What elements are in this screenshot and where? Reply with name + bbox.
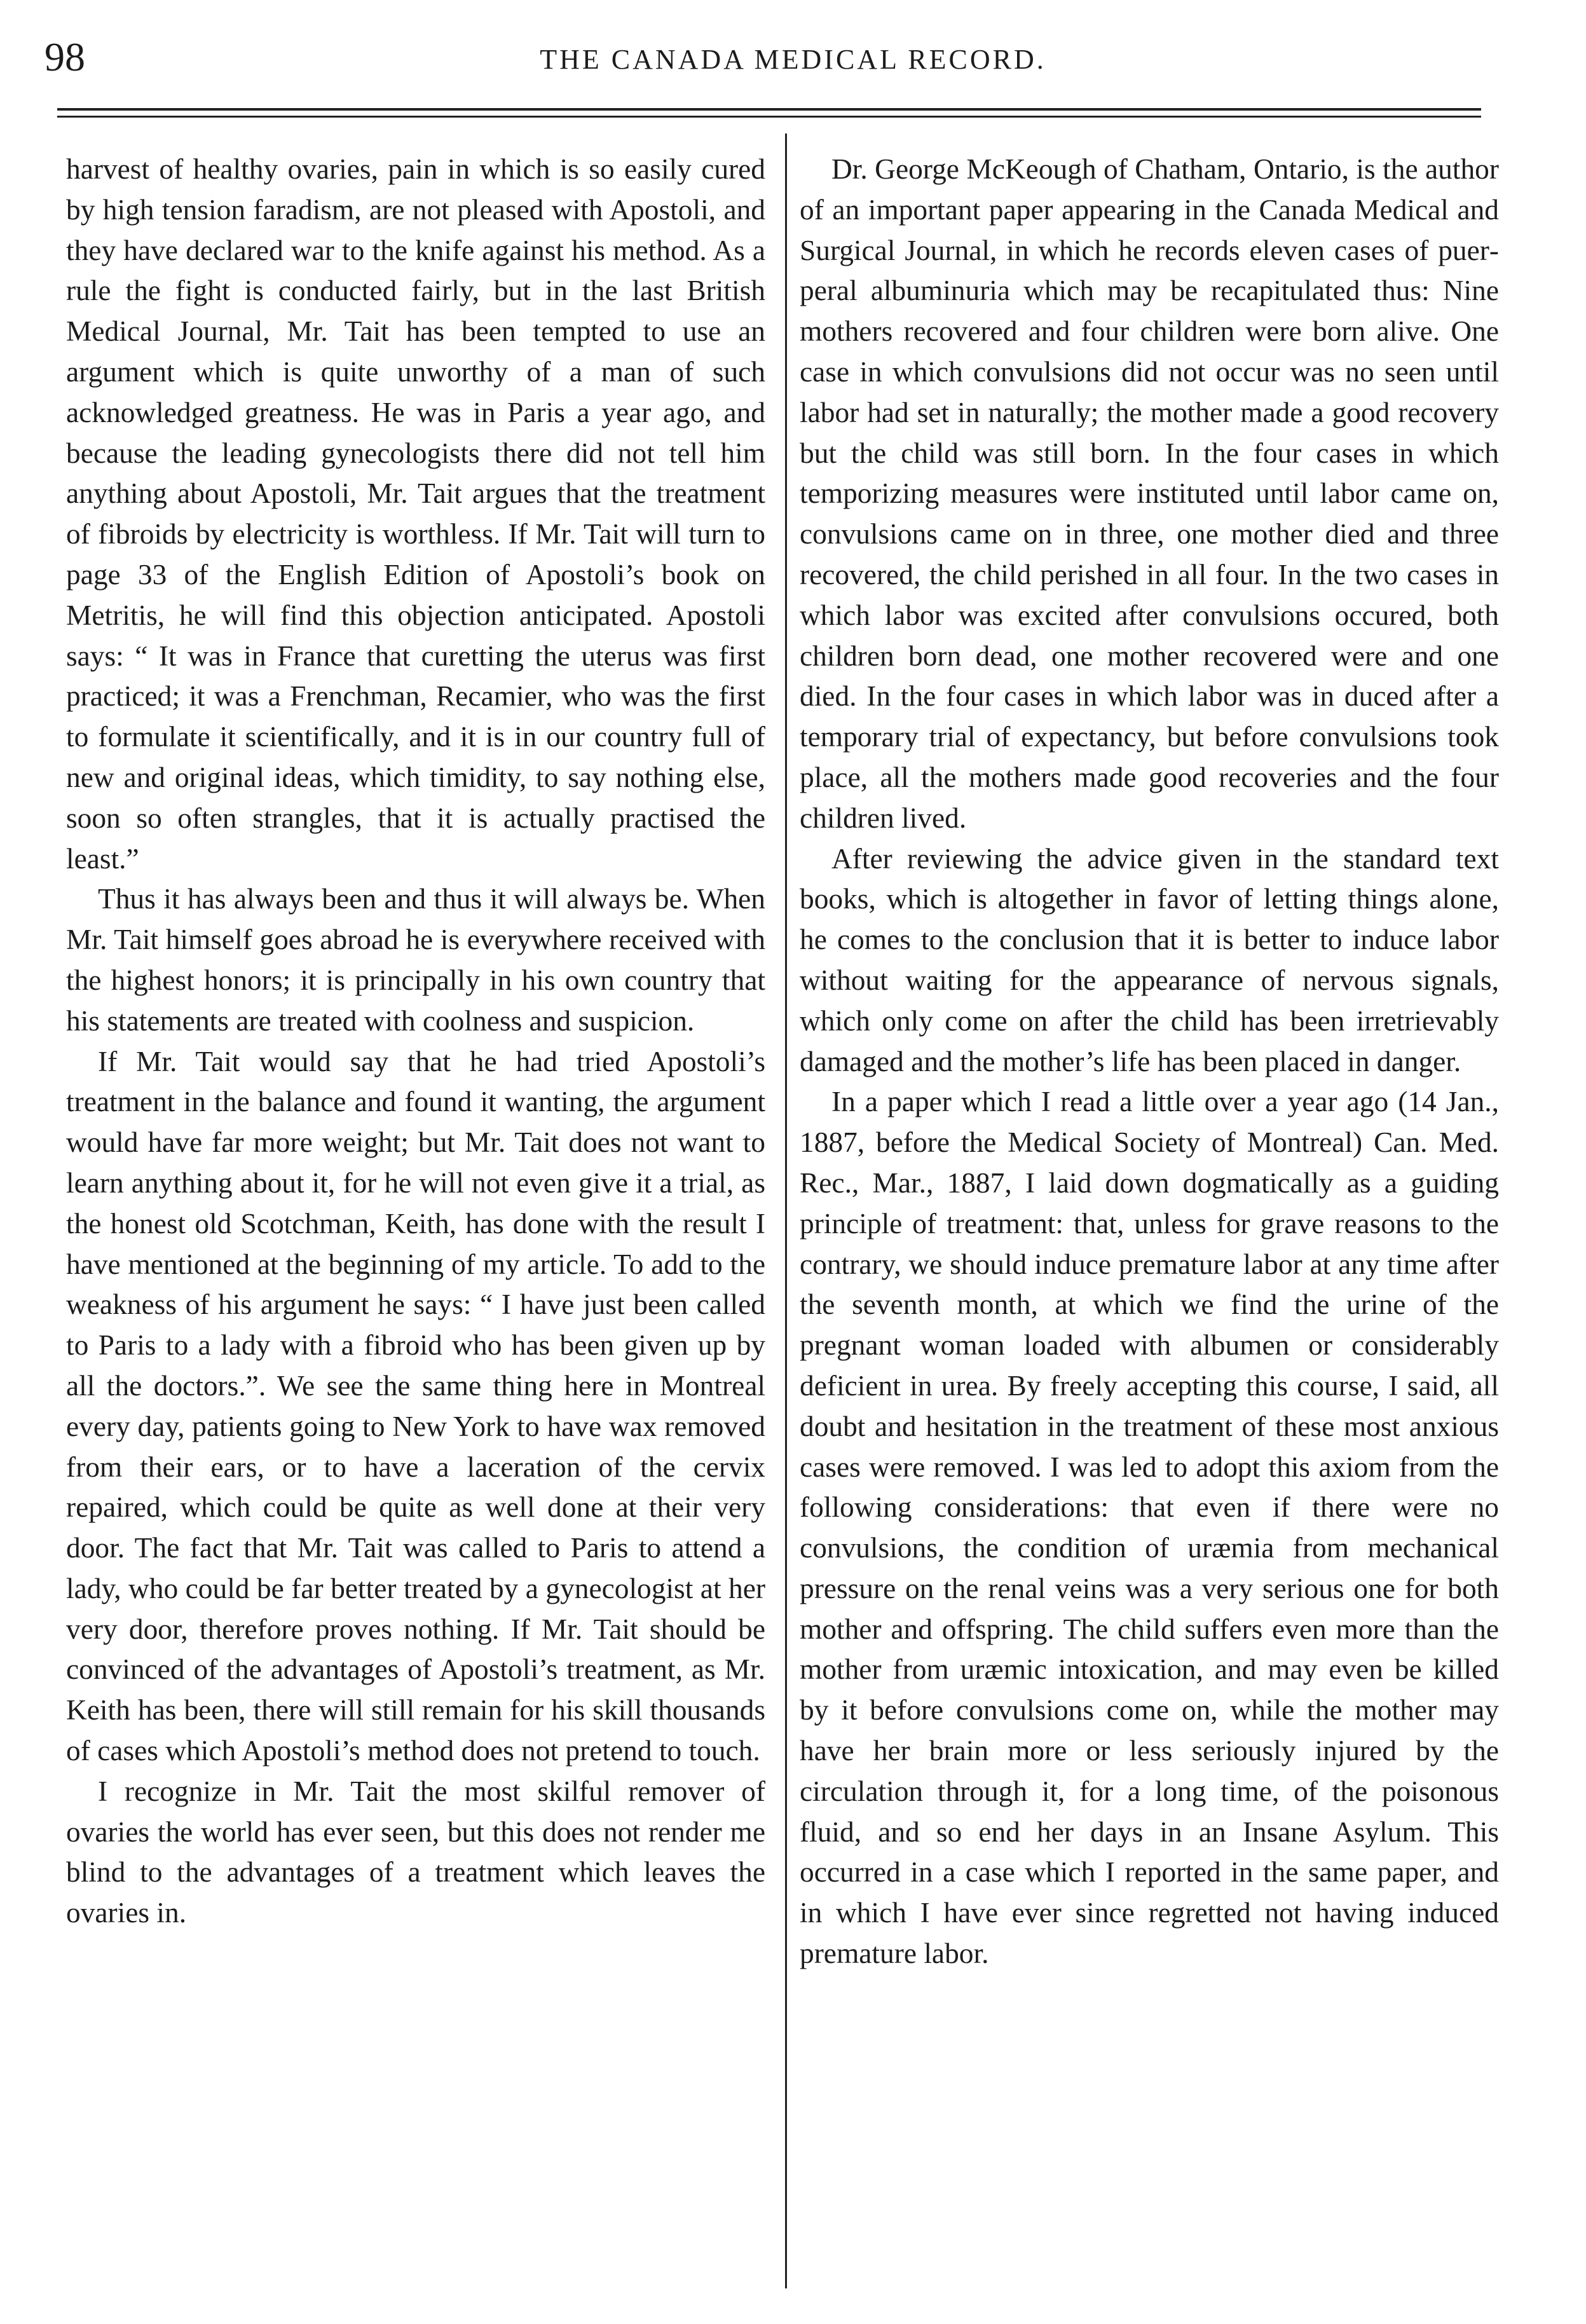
paragraph: Dr. George McKeough of Chatham, Ontario, is the author of an important paper appearing in the Canada Medical and Surgical Journal, in which he records eleven cases of puerperal albuminuria which may be recapitulated thus: Nine mothers recovered and four children were born alive. One case in which convulsions did not occur was no seen until labor had set in naturally; the mother made a good recovery but the child was still born. In the four cases in which temporizing measures were instituted until labor came on, convulsions came on in three, one mother died and three recovered, the child perished in all four. In the two cases in which labor was excited after convulsions occured, both children born dead, one mother recovered were and one died. In the four cases in which labor was in duced after a temporary trial of expectancy, but before convulsions took place, all the mothers made good recoveries and the four children lived. — [800, 153, 1499, 834]
left-column — [66, 149, 765, 2285]
right-column — [800, 149, 1499, 2285]
running-head: THE CANADA MEDICAL RECORD. — [540, 44, 1046, 75]
paragraph: Thus it has always been and thus it will always be. When Mr. Tait himself goes abroad he is everywhere received with the highest honors; it is principally in his own country that his statements are treated with coolness and suspicion. — [66, 883, 765, 1037]
paragraph: In a paper which I read a little over a year ago (14 Jan., 1887, before the Medical Society of Montreal) Can. Med. Rec., Mar., 1887, I laid down dogmatically as a guiding principle of treatment: that, unless for grave reasons to the contrary, we should induce premature labor at any time after the seventh month, at which we find the urine of the pregnant woman loaded with albumen or considerably deficient in urea. By freely accepting this course, I said, all doubt and hesitation in the treatment of these most anxious cases were removed. I was led to adopt this axiom from the following considerations: that even if there were no convulsions, the condition of uræmia from mechanical pressure on the renal veins was a very serious one for both mother and offspring. The child suffers even more than the mother from uræmic intoxication, and may even be killed by it before convulsions come on, while the mother may have her brain more or less seriously injured by the circulation through it, for a long time, of the poisonous fluid, and so end her days in an Insane Asylum. This occurred in a case which I reported in the same paper, and in which I have ever since regretted not having induced premature labor. — [800, 1086, 1499, 1970]
page-number: 98 — [44, 34, 85, 79]
header-rule-second — [57, 116, 1481, 118]
paragraph: harvest of healthy ovaries, pain in which is so easily cured by high tension faradism, are not pleased with Apostoli, and they have declared war to the knife against his method. As a rule the fight is conducted fairly, but in the last British Medical Journal, Mr. Tait has been tempted to use an argument which is quite unworthy of a man of such acknowledged greatness. He was in Paris a year ago, and because the leading gynecologists there did not tell him anything about Apostoli, Mr. Tait argues that the treatment of fibroids by electricity is worthless. If Mr. Tait will turn to page 33 of the English Edition of Apostoli’s book on Metritis, he will find this objection anticipated. Apostoli says: “ It was in France that curetting the uterus was first practiced; it was a Frenchman, Recamier, who was the first to formulate it scientifically, and it is in our country full of new and original ideas, which timidity, to say nothing else, soon so often strangles, that it is actually practised the least.” — [66, 153, 765, 875]
paragraph: I recognize in Mr. Tait the most skilful remover of ovaries the world has ever seen, but this does not render me blind to the advantages of a treatment which leaves the ovaries in. — [66, 1775, 765, 1929]
header-rule — [57, 108, 1481, 111]
paragraph: If Mr. Tait would say that he had tried Apostoli’s treatment in the balance and found it wanting, the argument would have far more weight; but Mr. Tait does not want to learn anything about it, for he will not even give it a trial, as the honest old Scotchman, Keith, has done with the result I have mentioned at the beginning of my article. To add to the weakness of his argument he says: “ I have just been called to Paris to a lady with a fibroid who has been given up by all the doctors.”. We see the same thing here in Montreal every day, patients going to New York to have wax removed from their ears, or to have a laceration of the cervix repaired, which could be quite as well done at their very door. The fact that Mr. Tait was called to Paris to attend a lady, who could be far better treated by a gynecologist at her very door, therefore proves nothing. If Mr. Tait should be convinced of the advantages of Apostoli’s treatment, as Mr. Keith has been, there will still remain for his skill thousands of cases which Apostoli’s method does not pretend to touch. — [66, 1045, 765, 1767]
paragraph: After reviewing the advice given in the standard text books, which is altogether in favor of letting things alone, he comes to the conclusion that it is better to induce labor without waiting for the appearance of nervous signals, which only come on after the child has been irretrievably damaged and the mother’s life has been placed in danger. — [800, 842, 1499, 1077]
column-divider — [785, 133, 787, 2288]
